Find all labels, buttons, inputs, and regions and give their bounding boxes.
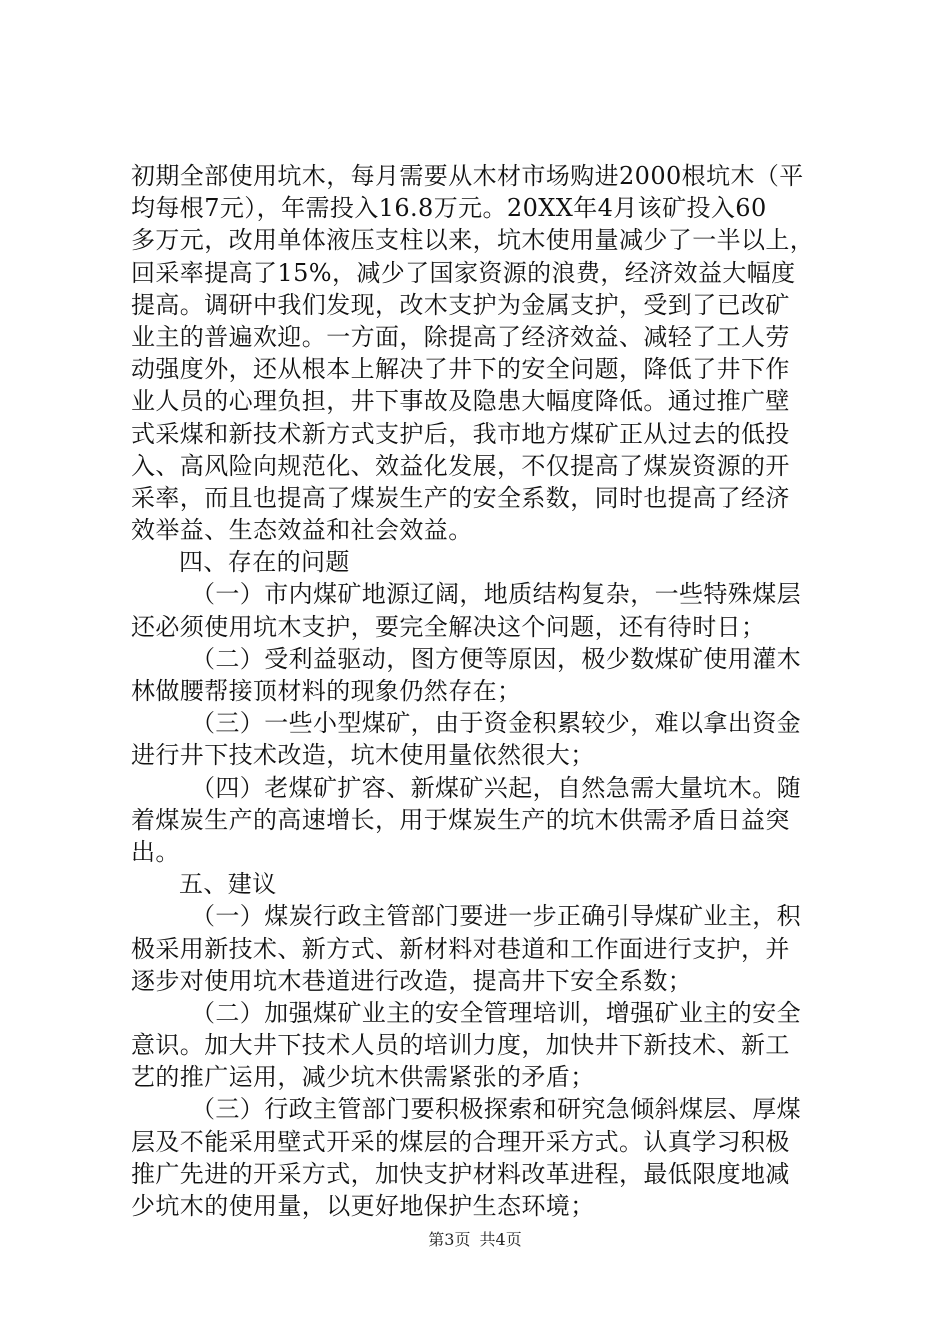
text-line: 入、高风险向规范化、效益化发展，不仅提高了煤炭资源的开 <box>131 451 790 480</box>
text-line: （三）行政主管部门要积极探索和研究急倾斜煤层、厚煤 <box>191 1095 801 1124</box>
text-line: 进行井下技术改造，坑木使用量依然很大； <box>131 741 595 770</box>
text-line: 还必须使用坑木支护，要完全解决这个问题，还有待时日； <box>131 612 766 641</box>
text-line: （二）受利益驱动，图方便等原因，极少数煤矿使用灌木 <box>191 644 801 673</box>
text-line: 林做腰帮接顶材料的现象仍然存在； <box>131 677 522 705</box>
text-line: 极采用新技术、新方式、新材料对巷道和工作面进行支护，并 <box>131 934 790 963</box>
text-line: 业主的普遍欢迎。一方面，除提高了经济效益、减轻了工人劳 <box>131 322 790 351</box>
page-total: 共4页 <box>479 1230 522 1249</box>
text-line: 初期全部使用坑木，每月需要从木材市场购进2000根坑木（平 <box>131 162 804 190</box>
text-line: 采率，而且也提高了煤炭生产的安全系数，同时也提高了经济 <box>131 483 790 512</box>
text-line: 少坑木的使用量，以更好地保护生态环境； <box>131 1192 595 1220</box>
text-line: 意识。加大井下技术人员的培训力度，加快井下新技术、新工 <box>131 1031 790 1060</box>
text-line: 层及不能采用壁式开采的煤层的合理开采方式。认真学习积极 <box>131 1127 790 1156</box>
page-number: 第3页 <box>428 1230 471 1249</box>
text-line: 式采煤和新技术新方式支护后，我市地方煤矿正从过去的低投 <box>131 419 790 448</box>
text-line: 多万元，改用单体液压支柱以来，坑木使用量减少了一半以上， <box>131 226 815 255</box>
text-line: 逐步对使用坑木巷道进行改造，提高井下安全系数； <box>131 966 693 995</box>
page-footer <box>0 1230 950 1250</box>
text-line: 艺的推广运用，减少坑木供需紧张的矛盾； <box>131 1063 595 1092</box>
text-line: 提高。调研中我们发现，改木支护为金属支护，受到了已改矿 <box>131 290 790 319</box>
text-line: （四）老煤矿扩容、新煤矿兴起，自然急需大量坑木。随 <box>191 773 801 802</box>
text-line: 出。 <box>131 837 180 866</box>
text-line: 动强度外，还从根本上解决了井下的安全问题，降低了井下作 <box>131 355 790 384</box>
text-line: 效举益、生态效益和社会效益。 <box>131 516 473 545</box>
text-line: （二）加强煤矿业主的安全管理培训，增强矿业主的安全 <box>191 998 801 1027</box>
text-line: （一）煤炭行政主管部门要进一步正确引导煤矿业主，积 <box>191 902 801 931</box>
text-line: 着煤炭生产的高速增长，用于煤炭生产的坑木供需矛盾日益突 <box>131 805 790 834</box>
text-line: 推广先进的开采方式，加快支护材料改革进程，最低限度地减 <box>131 1159 790 1188</box>
text-line: 业人员的心理负担，井下事故及隐患大幅度降低。通过推广壁 <box>131 387 790 416</box>
text-line: （三）一些小型煤矿，由于资金积累较少，难以拿出资金 <box>191 709 801 738</box>
text-line: 五、建议 <box>179 870 277 899</box>
text-line: （一）市内煤矿地源辽阔，地质结构复杂，一些特殊煤层 <box>191 580 801 609</box>
document-body <box>131 160 831 1222</box>
text-line: 均每根7元），年需投入16.8万元。20XX年4月该矿投入60 <box>131 194 767 223</box>
text-line: 回采率提高了15%，减少了国家资源的浪费，经济效益大幅度 <box>131 258 796 287</box>
text-line: 四、存在的问题 <box>179 548 350 577</box>
